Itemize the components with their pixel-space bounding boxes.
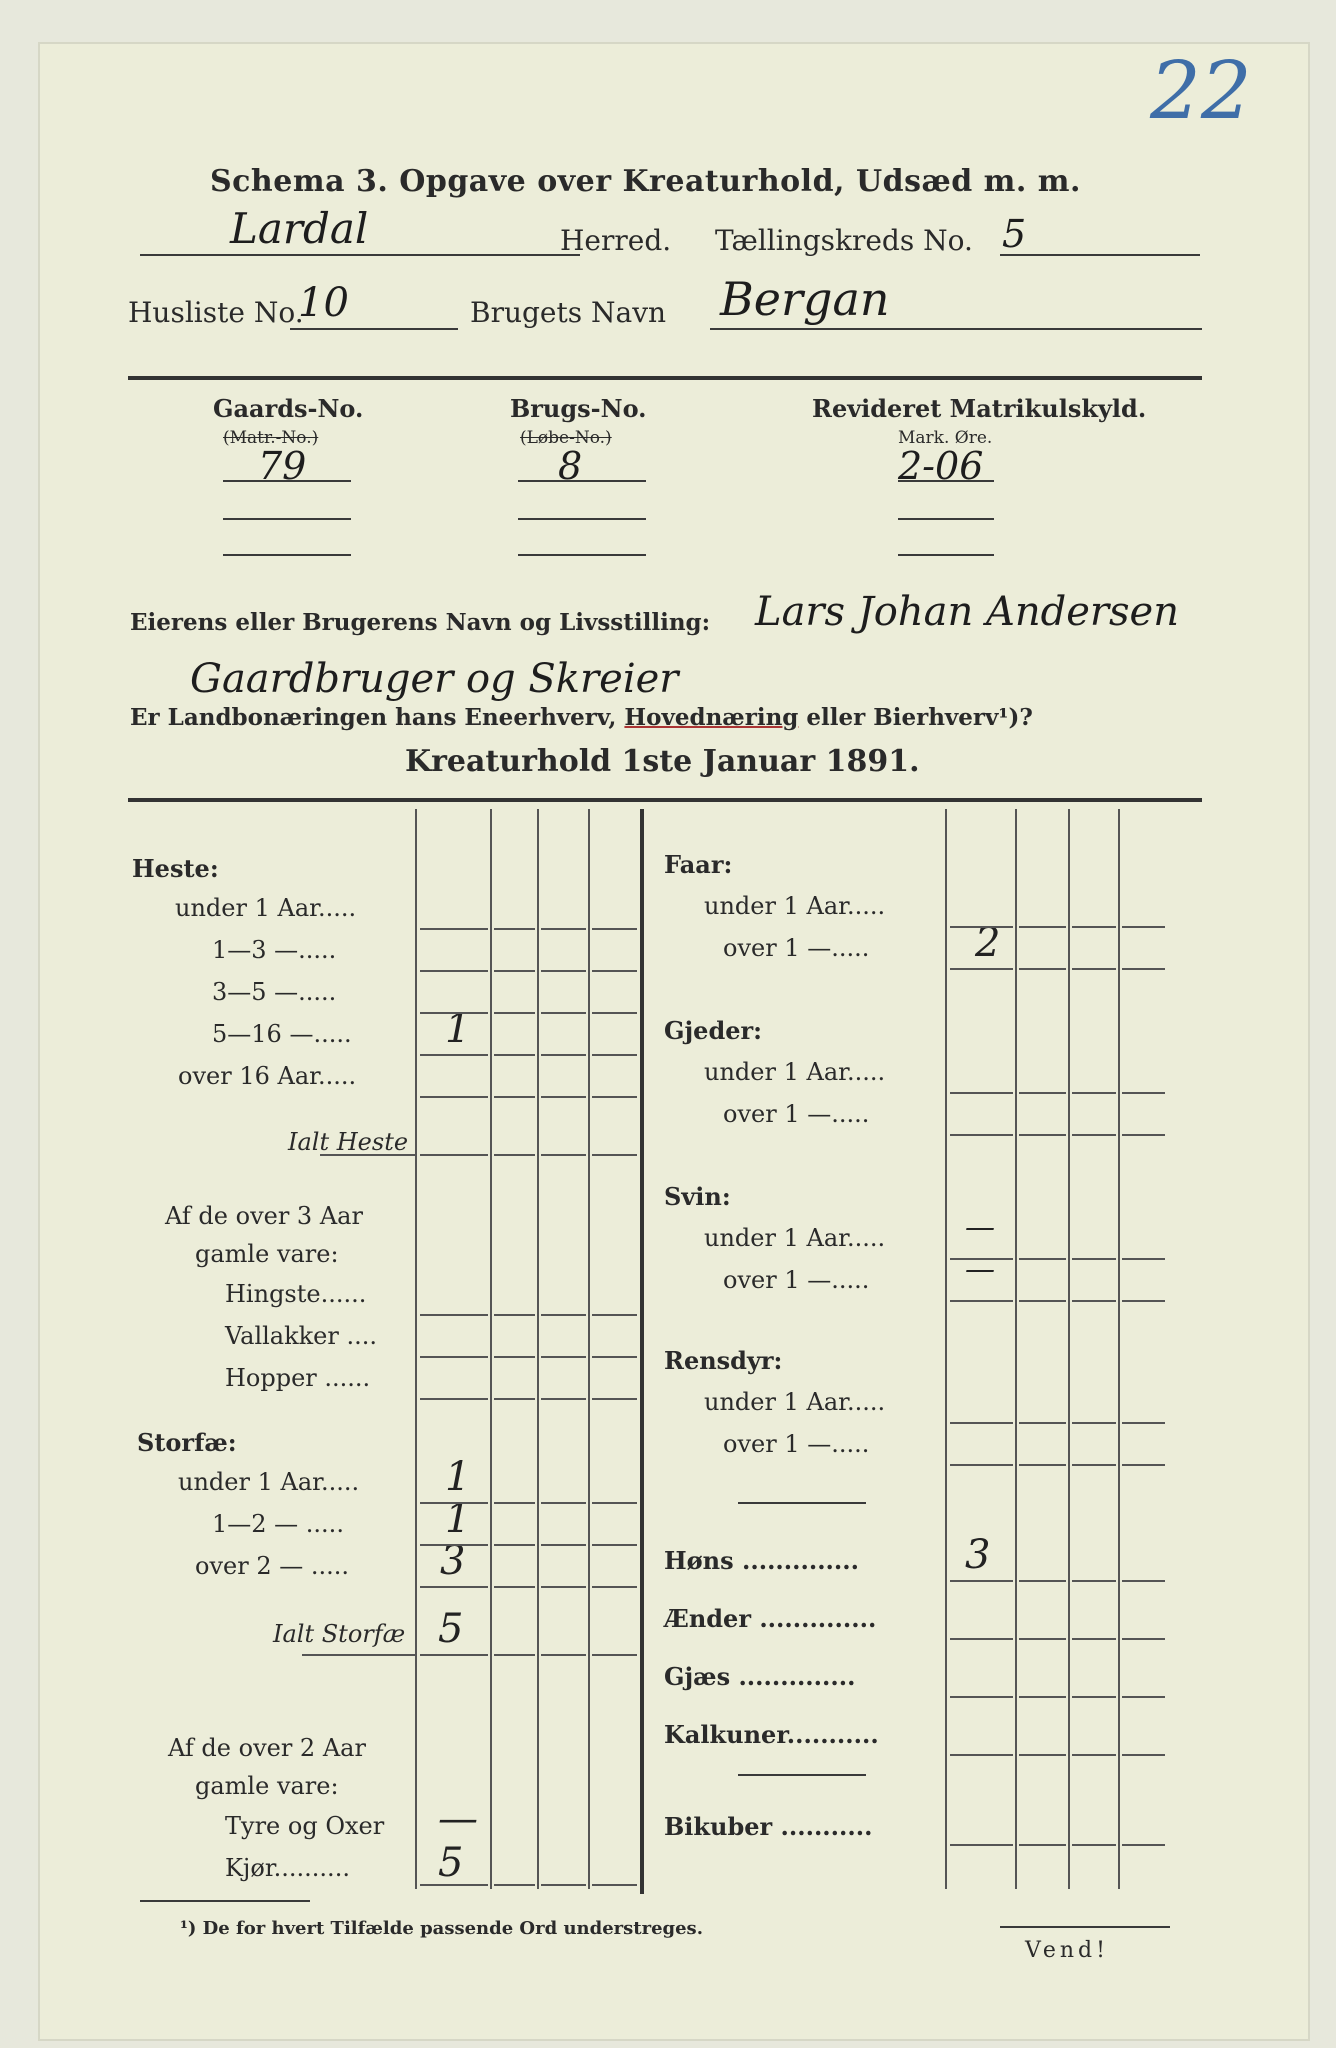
right-cell-line	[1122, 1696, 1165, 1698]
right-cell-line	[1019, 1754, 1066, 1756]
left-cell-line	[592, 1544, 637, 1546]
left-cell-line	[494, 1096, 535, 1098]
left-cell-line	[541, 1314, 586, 1316]
right-cell-line	[950, 1092, 1013, 1094]
right-cell-line	[1019, 1580, 1066, 1582]
heste-3-5: 3—5 —.....	[212, 978, 337, 1006]
left-cell-line	[420, 970, 488, 972]
grid-v4	[588, 809, 590, 1889]
faar-under1: under 1 Aar.....	[704, 892, 886, 920]
right-cell-line	[1072, 1134, 1116, 1136]
right-cell-line	[1072, 1580, 1116, 1582]
ender: Ænder ..............	[664, 1604, 877, 1633]
right-cell-line	[950, 1464, 1013, 1466]
left-cell-line	[494, 1502, 535, 1504]
right-cell-line	[1072, 1754, 1116, 1756]
right-cell-line	[1072, 1300, 1116, 1302]
gjeder-under1: under 1 Aar.....	[704, 1058, 886, 1086]
kreds-line	[1000, 254, 1200, 256]
left-cell-line	[541, 1154, 586, 1156]
grid-v3	[537, 809, 539, 1889]
hopper: Hopper ......	[225, 1364, 371, 1392]
storfe-over2: over 2 — .....	[195, 1552, 349, 1580]
left-cell-line	[592, 1884, 637, 1886]
matrikul-line-2	[898, 518, 994, 520]
ialt-storfe-underline	[302, 1654, 415, 1656]
left-cell-line	[494, 1586, 535, 1588]
ialt-storfe: Ialt Storfæ	[273, 1620, 406, 1648]
left-cell-line	[420, 1012, 488, 1014]
right-cell-line	[1122, 1844, 1165, 1846]
right-cell-line	[950, 1134, 1013, 1136]
right-cell-line	[1019, 1422, 1066, 1424]
kalkuner-separator	[738, 1774, 866, 1776]
husliste-line	[290, 328, 458, 330]
footnote: ¹) De for hvert Tilfælde passende Ord understreges.	[180, 1918, 703, 1939]
left-cell-line	[592, 1054, 637, 1056]
grid-v2	[490, 809, 492, 1889]
right-cell-line	[1019, 1300, 1066, 1302]
left-cell-line	[592, 1154, 637, 1156]
left-cell-line	[541, 928, 586, 930]
storfe-under1-value: 1	[445, 1454, 471, 1500]
matrikul-header: Revideret Matrikulskyld.	[812, 394, 1147, 423]
faar-over1-value: 2	[975, 920, 1001, 966]
section-title: Kreaturhold 1ste Januar 1891.	[405, 744, 920, 779]
matrikul-value: 2-06	[898, 444, 984, 488]
tyre-value: —	[438, 1796, 478, 1842]
left-cell-line	[541, 970, 586, 972]
page-number: 22	[1150, 44, 1252, 137]
right-cell-line	[1122, 1638, 1165, 1640]
heste-header: Heste:	[132, 854, 219, 883]
hons-value: 3	[965, 1532, 991, 1578]
census-form-page	[38, 42, 1310, 2041]
svin-over1-value: —	[965, 1252, 995, 1287]
left-cell-line	[592, 1398, 637, 1400]
eier-label: Eierens eller Brugerens Navn og Livsstilling:	[130, 609, 711, 636]
right-cell-line	[1122, 1464, 1165, 1466]
left-cell-line	[494, 1654, 535, 1656]
faar-header: Faar:	[664, 850, 733, 879]
herred-line	[140, 254, 580, 256]
right-cell-line	[1072, 1422, 1116, 1424]
heste-1-3: 1—3 —.....	[212, 936, 337, 964]
right-cell-line	[1019, 1696, 1066, 1698]
left-cell-line	[592, 1314, 637, 1316]
right-cell-line	[1122, 1300, 1165, 1302]
footnote-rule	[140, 1900, 310, 1902]
erhverv-suffix: eller Bierhverv¹)?	[806, 704, 1033, 731]
hingste: Hingste......	[225, 1280, 367, 1308]
left-cell-line	[541, 1054, 586, 1056]
eier-name: Lars Johan Andersen	[755, 589, 1179, 635]
storfe-1-2-value: 1	[445, 1496, 471, 1542]
erhverv-prefix: Er Landbonæringen hans Eneerhverv,	[130, 704, 617, 731]
right-cell-line	[1072, 1638, 1116, 1640]
left-cell-line	[541, 1544, 586, 1546]
right-cell-line	[950, 1638, 1013, 1640]
tyre-og-oxer: Tyre og Oxer	[225, 1812, 385, 1840]
faar-over1: over 1 —.....	[723, 934, 870, 962]
right-cell-line	[1072, 1258, 1116, 1260]
left-cell-line	[494, 970, 535, 972]
bruget-line	[710, 328, 1202, 330]
left-cell-line	[420, 1502, 488, 1504]
gjeder-over1: over 1 —.....	[723, 1100, 870, 1128]
left-cell-line	[592, 1654, 637, 1656]
ialt-storfe-value: 5	[438, 1606, 464, 1652]
af3-line2: gamle vare:	[195, 1240, 339, 1268]
right-cell-line	[1019, 1258, 1066, 1260]
husliste-label: Husliste No.	[128, 296, 304, 329]
left-cell-line	[420, 1154, 488, 1156]
rensdyr-header: Rensdyr:	[664, 1346, 783, 1375]
heste-under1: under 1 Aar.....	[175, 894, 357, 922]
herred-label: Herred.	[560, 224, 672, 257]
left-cell-line	[592, 928, 637, 930]
gjeder-header: Gjeder:	[664, 1016, 763, 1045]
right-cell-line	[1019, 1092, 1066, 1094]
right-cell-line	[1122, 1754, 1165, 1756]
grid-v6	[1015, 809, 1017, 1889]
storfe-1-2: 1—2 — .....	[212, 1510, 344, 1538]
right-cell-line	[950, 1580, 1013, 1582]
ialt-heste: Ialt Heste	[288, 1128, 409, 1156]
vend-rule	[1000, 1926, 1170, 1928]
left-cell-line	[592, 1502, 637, 1504]
matrikul-line-1	[898, 480, 994, 482]
right-cell-line	[1122, 968, 1165, 970]
right-cell-line	[950, 1300, 1013, 1302]
bruget-label: Brugets Navn	[470, 296, 667, 329]
gjas: Gjæs ..............	[664, 1662, 856, 1691]
left-cell-line	[541, 1356, 586, 1358]
erhverv-underlined: Hovednæring	[624, 704, 799, 731]
form-title: Schema 3. Opgave over Kreaturhold, Udsæd m. m.	[210, 164, 1081, 199]
right-cell-line	[1122, 1092, 1165, 1094]
brugs-line-1	[518, 480, 646, 482]
kreds-label: Tællingskreds No.	[715, 224, 973, 257]
brugs-header: Brugs-No.	[510, 394, 647, 423]
left-cell-line	[494, 1054, 535, 1056]
left-cell-line	[494, 1154, 535, 1156]
left-cell-line	[541, 1398, 586, 1400]
right-cell-line	[1019, 968, 1066, 970]
storfe-over2-value: 3	[440, 1538, 466, 1584]
left-cell-line	[541, 1884, 586, 1886]
erhverv-question	[130, 704, 1033, 731]
left-cell-line	[494, 1544, 535, 1546]
af2-line1: Af de over 2 Aar	[168, 1734, 366, 1762]
kreds-value: 5	[1002, 212, 1027, 256]
brugs-sub: (Løbe-No.)	[520, 428, 612, 448]
hons: Høns ..............	[664, 1546, 859, 1575]
grid-v5	[945, 809, 947, 1889]
right-cell-line	[1019, 1844, 1066, 1846]
eier-occupation: Gaardbruger og Skreier	[190, 656, 679, 702]
right-cell-line	[1122, 1422, 1165, 1424]
kalkuner: Kalkuner...........	[664, 1720, 879, 1749]
left-cell-line	[592, 970, 637, 972]
brugs-line-2	[518, 518, 646, 520]
af3-line1: Af de over 3 Aar	[165, 1202, 363, 1230]
left-cell-line	[592, 1586, 637, 1588]
rensdyr-over1: over 1 —.....	[723, 1430, 870, 1458]
left-cell-line	[494, 1314, 535, 1316]
left-cell-line	[420, 1096, 488, 1098]
matrikul-sub: Mark. Øre.	[898, 428, 993, 448]
right-cell-line	[1122, 1134, 1165, 1136]
right-cell-line	[950, 1258, 1013, 1260]
left-cell-line	[541, 1654, 586, 1656]
right-cell-line	[950, 926, 1013, 928]
left-cell-line	[420, 1054, 488, 1056]
right-cell-line	[950, 1422, 1013, 1424]
right-cell-line	[1072, 1092, 1116, 1094]
kjor: Kjør..........	[225, 1854, 350, 1882]
gaards-header: Gaards-No.	[213, 394, 364, 423]
left-cell-line	[420, 928, 488, 930]
section-divider	[128, 798, 1202, 802]
left-cell-line	[420, 1398, 488, 1400]
left-cell-line	[420, 1884, 488, 1886]
right-cell-line	[1122, 1258, 1165, 1260]
left-cell-line	[541, 1012, 586, 1014]
matrikul-line-3	[898, 554, 994, 556]
right-cell-line	[1019, 1134, 1066, 1136]
grid-v7	[1068, 809, 1070, 1889]
vend-text: Vend!	[1025, 1938, 1109, 1963]
left-cell-line	[541, 1586, 586, 1588]
left-cell-line	[420, 1356, 488, 1358]
right-cell-line	[1122, 1580, 1165, 1582]
storfe-header: Storfæ:	[137, 1428, 237, 1457]
ialt-heste-underline	[320, 1154, 415, 1156]
right-cell-line	[1019, 1464, 1066, 1466]
left-cell-line	[420, 1586, 488, 1588]
bikuber: Bikuber ...........	[664, 1812, 873, 1841]
bruget-value: Bergan	[720, 272, 890, 326]
heste-over16: over 16 Aar.....	[178, 1062, 357, 1090]
heste-5-16: 5—16 —.....	[212, 1020, 352, 1048]
left-cell-line	[541, 1096, 586, 1098]
left-cell-line	[494, 1398, 535, 1400]
right-cell-line	[1019, 926, 1066, 928]
heste-5-16-value: 1	[445, 1006, 471, 1052]
left-cell-line	[541, 1502, 586, 1504]
rensdyr-under1: under 1 Aar.....	[704, 1388, 886, 1416]
gaards-value: 79	[258, 444, 307, 488]
left-cell-line	[494, 928, 535, 930]
gaards-sub: (Matr.-No.)	[223, 428, 319, 448]
brugs-value: 8	[558, 444, 583, 488]
svin-under1-value: —	[965, 1210, 995, 1245]
gaards-line-2	[223, 518, 351, 520]
brugs-line-3	[518, 554, 646, 556]
svin-header: Svin:	[664, 1182, 731, 1211]
left-cell-line	[592, 1012, 637, 1014]
right-cell-line	[950, 1696, 1013, 1698]
vallakker: Vallakker ....	[225, 1322, 378, 1350]
left-cell-line	[420, 1654, 488, 1656]
grid-middle	[640, 809, 644, 1894]
right-cell-line	[950, 968, 1013, 970]
header-divider	[128, 376, 1202, 380]
left-cell-line	[592, 1096, 637, 1098]
af2-line2: gamle vare:	[195, 1772, 339, 1800]
left-cell-line	[420, 1544, 488, 1546]
left-cell-line	[592, 1356, 637, 1358]
gaards-line-3	[223, 554, 351, 556]
kjor-value: 5	[438, 1840, 464, 1886]
right-cell-line	[1122, 926, 1165, 928]
storfe-under1: under 1 Aar.....	[178, 1468, 360, 1496]
rensdyr-separator	[738, 1502, 866, 1504]
right-cell-line	[1072, 1464, 1116, 1466]
svin-over1: over 1 —.....	[723, 1266, 870, 1294]
left-cell-line	[494, 1012, 535, 1014]
right-cell-line	[1019, 1638, 1066, 1640]
left-cell-line	[494, 1356, 535, 1358]
right-cell-line	[1072, 1844, 1116, 1846]
gaards-line-1	[223, 480, 351, 482]
left-cell-line	[420, 1314, 488, 1316]
grid-v8	[1118, 809, 1120, 1889]
herred-value: Lardal	[230, 204, 369, 253]
right-cell-line	[1072, 1696, 1116, 1698]
right-cell-line	[1072, 968, 1116, 970]
grid-v1	[415, 809, 417, 1889]
svin-under1: under 1 Aar.....	[704, 1224, 886, 1252]
right-cell-line	[950, 1754, 1013, 1756]
right-cell-line	[950, 1844, 1013, 1846]
husliste-value: 10	[298, 280, 349, 326]
right-cell-line	[1072, 926, 1116, 928]
left-cell-line	[494, 1884, 535, 1886]
